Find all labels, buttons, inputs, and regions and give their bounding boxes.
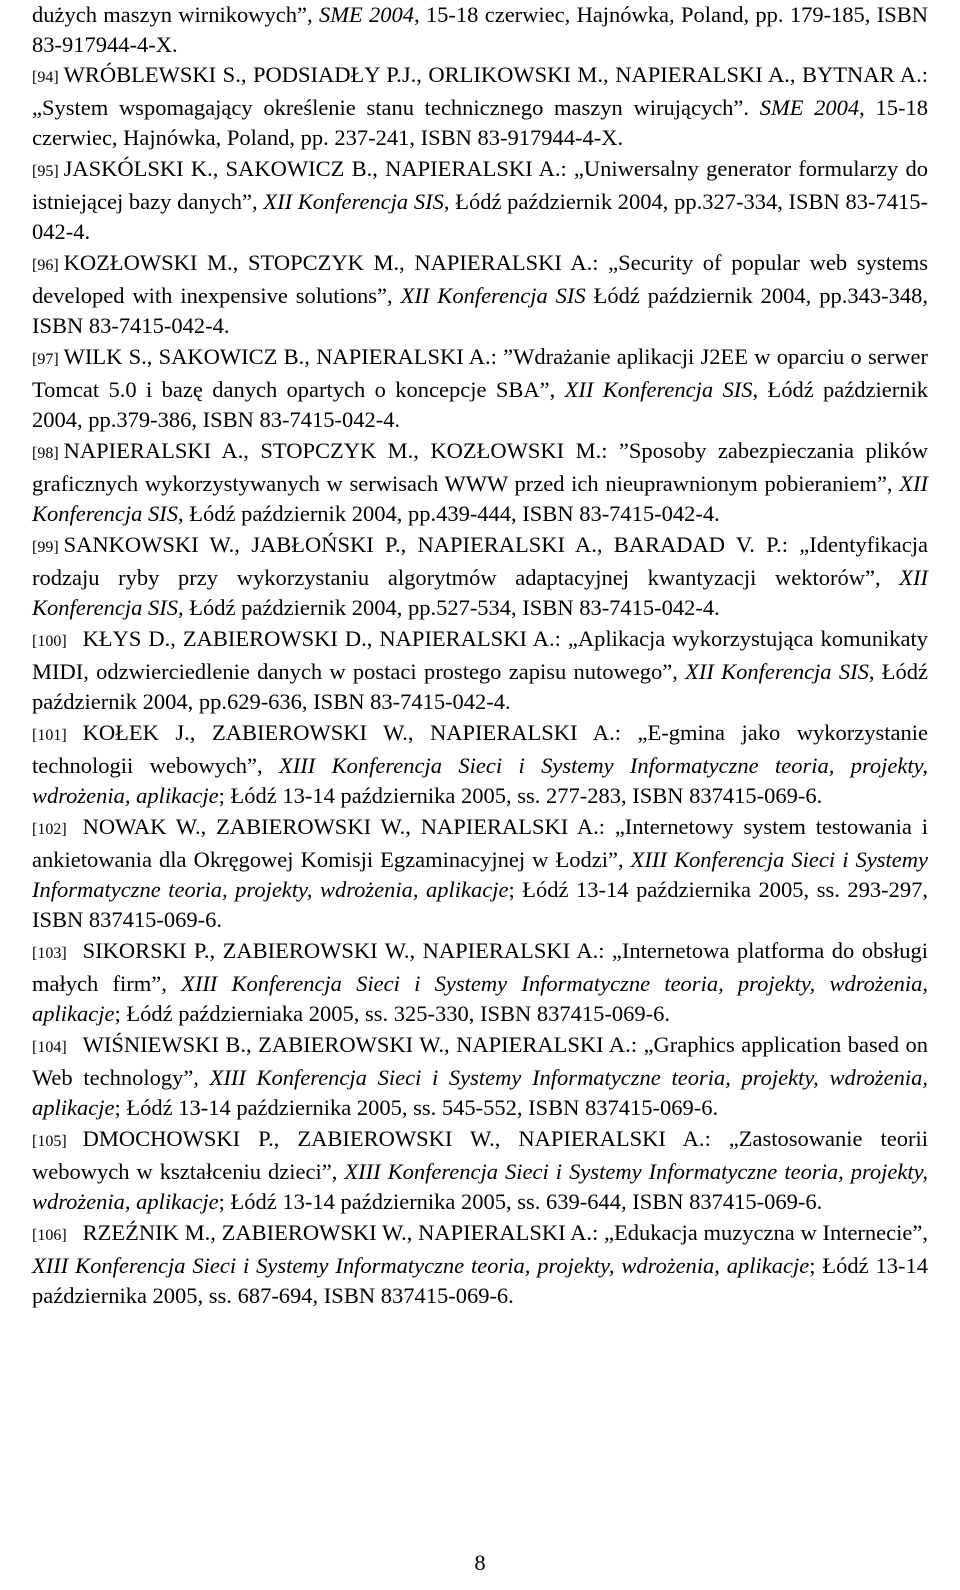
reference-item [32, 1124, 928, 1217]
reference-authors: WIŚNIEWSKI B., ZABIEROWSKI W., NAPIERALSKI A. [82, 1032, 631, 1057]
intro-paragraph [32, 0, 928, 60]
reference-item [32, 936, 928, 1029]
reference-title: : „Internetowa platforma do obsługi małych firm”, [32, 938, 929, 996]
reference-authors: WRÓBLEWSKI S., PODSIADŁY P.J., ORLIKOWSKI M., NAPIERALSKI A., BYTNAR A. [63, 62, 922, 87]
reference-details: ; Łódź 13-14 października 2005, ss. 293-297, ISBN 837415-069-6. [32, 877, 928, 932]
reference-title: : „System wspomagający określenie stanu technicznego maszyn wirujących”. [32, 62, 928, 120]
reference-details: ; Łódź 13-14 października 2005, ss. 545-552, ISBN 837415-069-6. [114, 1095, 719, 1120]
reference-number: [106] [32, 1227, 67, 1244]
reference-number: [102] [32, 821, 67, 838]
reference-item [32, 248, 928, 341]
intro-rest: , 15-18 czerwiec, Hajnówka, Poland, pp. 179-185, ISBN 83-917944-4-X. [32, 2, 928, 57]
reference-number: [96] [32, 257, 59, 274]
reference-number: [94] [32, 69, 59, 86]
intro-text: dużych maszyn wirnikowych”, [32, 2, 319, 27]
reference-authors: WILK S., SAKOWICZ B., NAPIERALSKI A. [63, 344, 491, 369]
reference-authors: NOWAK W., ZABIEROWSKI W., NAPIERALSKI A. [82, 814, 599, 839]
reference-authors: SANKOWSKI W., JABŁOŃSKI P., NAPIERALSKI A., BARADAD V. P. [63, 532, 782, 557]
reference-venue: XII Konferencja SIS [32, 565, 928, 620]
reference-number: [100] [32, 633, 67, 650]
reference-authors: JASKÓLSKI K., SAKOWICZ B., NAPIERALSKI A. [63, 156, 561, 181]
reference-venue: XII Konferencja SIS [400, 283, 586, 308]
reference-title: : „Uniwersalny generator formularzy do istniejącej bazy danych”, [32, 156, 928, 214]
reference-venue: XIII Konferencja Sieci i Systemy Informatyczne teoria, projekty, wdrożenia, aplikacje [32, 1159, 928, 1214]
reference-venue: SME 2004 [759, 95, 860, 120]
reference-details: , Łódź październik 2004, pp.439-444, ISBN 83-7415-042-4. [178, 501, 720, 526]
reference-details: , Łódź październik 2004, pp.327-334, ISBN 83-7415-042-4. [32, 189, 928, 244]
reference-details: Łódź październik 2004, pp.343-348, ISBN 83-7415-042-4. [32, 283, 929, 338]
reference-venue: XII Konferencja SIS [263, 189, 444, 214]
reference-title: : „Security of popular web systems developed with inexpensive solutions”, [32, 250, 929, 308]
reference-item [32, 1030, 928, 1123]
reference-details: ; Łódź 13-14 października 2005, ss. 639-644, ISBN 837415-069-6. [218, 1189, 823, 1214]
reference-item [32, 1218, 928, 1311]
reference-item [32, 342, 928, 435]
reference-number: [95] [32, 163, 59, 180]
reference-title: : ”Sposoby zabezpieczania plików graficznych wykorzystywanych w serwisach WWW przed ich nieuprawnionym pobieraniem”, [32, 438, 929, 496]
reference-details: , 15-18 czerwiec, Hajnówka, Poland, pp. 237-241, ISBN 83-917944-4-X. [32, 95, 928, 150]
reference-authors: KOZŁOWSKI M., STOPCZYK M., NAPIERALSKI A. [63, 250, 593, 275]
reference-number: [98] [32, 445, 59, 462]
reference-item [32, 718, 928, 811]
reference-title: : „Internetowy system testowania i ankietowania dla Okręgowej Komisji Egzaminacyjnej w Łodzi”, [32, 814, 928, 872]
reference-item [32, 154, 928, 247]
reference-title: : „Identyfikacja rodzaju ryby przy wykorzystaniu algorytmów adaptacyjnej kwantyzacji wektorów”, [32, 532, 928, 590]
reference-authors: RZEŹNIK M., ZABIEROWSKI W., NAPIERALSKI A. [82, 1220, 593, 1245]
reference-details: ; Łódź październiaka 2005, ss. 325-330, ISBN 837415-069-6. [114, 1001, 670, 1026]
reference-title: : ”Wdrażanie aplikacji J2EE w oparciu o serwer Tomcat 5.0 i bazę danych opartych o koncepcje SBA”, [32, 344, 928, 402]
reference-item [32, 530, 928, 623]
reference-venue: XII Konferencja SIS [685, 659, 869, 684]
reference-number: [105] [32, 1133, 67, 1150]
reference-item [32, 812, 928, 935]
reference-venue: XIII Konferencja Sieci i Systemy Informatyczne teoria, projekty, wdrożenia, aplikacje [32, 1065, 928, 1120]
reference-item [32, 624, 928, 717]
reference-authors: SIKORSKI P., ZABIEROWSKI W., NAPIERALSKI A. [82, 938, 599, 963]
reference-details: , Łódź październik 2004, pp.379-386, ISBN 83-7415-042-4. [32, 377, 928, 432]
reference-number: [103] [32, 945, 67, 962]
reference-venue: XIII Konferencja Sieci i Systemy Informatyczne teoria, projekty, wdrożenia, aplikacje [32, 753, 928, 808]
reference-title: : „Aplikacja wykorzystująca komunikaty MIDI, odzwierciedlenie danych w postaci prostego zapisu nutowego”, [32, 626, 928, 684]
reference-details: , Łódź październik 2004, pp.629-636, ISBN 83-7415-042-4. [32, 659, 928, 714]
reference-details: ; Łódź 13-14 października 2005, ss. 687-694, ISBN 837415-069-6. [32, 1253, 929, 1308]
reference-venue: XIII Konferencja Sieci i Systemy Informatyczne teoria, projekty, wdrożenia, aplikacje [32, 971, 928, 1026]
document-page [32, 0, 928, 1312]
reference-item [32, 436, 928, 529]
reference-number: [97] [32, 351, 59, 368]
reference-authors: KOŁEK J., ZABIEROWSKI W., NAPIERALSKI A. [82, 720, 615, 745]
reference-authors: NAPIERALSKI A., STOPCZYK M., KOZŁOWSKI M. [63, 438, 602, 463]
reference-venue: XIII Konferencja Sieci i Systemy Informatyczne teoria, projekty, wdrożenia, aplikacje [32, 1253, 810, 1278]
reference-venue: XII Konferencja SIS [32, 471, 928, 526]
reference-details: , Łódź październik 2004, pp.527-534, ISBN 83-7415-042-4. [178, 595, 720, 620]
reference-title: : „Graphics application based on Web technology”, [32, 1032, 928, 1090]
reference-list [32, 60, 928, 1311]
reference-number: [99] [32, 539, 59, 556]
page-number: 8 [474, 1550, 486, 1575]
reference-authors: KŁYS D., ZABIEROWSKI D., NAPIERALSKI A. [82, 626, 555, 651]
reference-number: [101] [32, 727, 67, 744]
reference-venue: XIII Konferencja Sieci i Systemy Informatyczne teoria, projekty, wdrożenia, aplikacje [32, 847, 928, 902]
reference-title: : „Zastosowanie teorii webowych w kształceniu dzieci”, [32, 1126, 928, 1184]
reference-authors: DMOCHOWSKI P., ZABIEROWSKI W., NAPIERALSKI A. [82, 1126, 705, 1151]
reference-item [32, 60, 928, 153]
reference-number: [104] [32, 1039, 67, 1056]
reference-title: : „E-gmina jako wykorzystanie technologii webowych”, [32, 720, 928, 778]
reference-venue: XII Konferencja SIS [564, 377, 753, 402]
reference-details: ; Łódź 13-14 października 2005, ss. 277-283, ISBN 837415-069-6. [218, 783, 823, 808]
intro-venue: SME 2004 [318, 2, 414, 27]
reference-title: : „Edukacja muzyczna w Internecie”, [592, 1220, 928, 1245]
